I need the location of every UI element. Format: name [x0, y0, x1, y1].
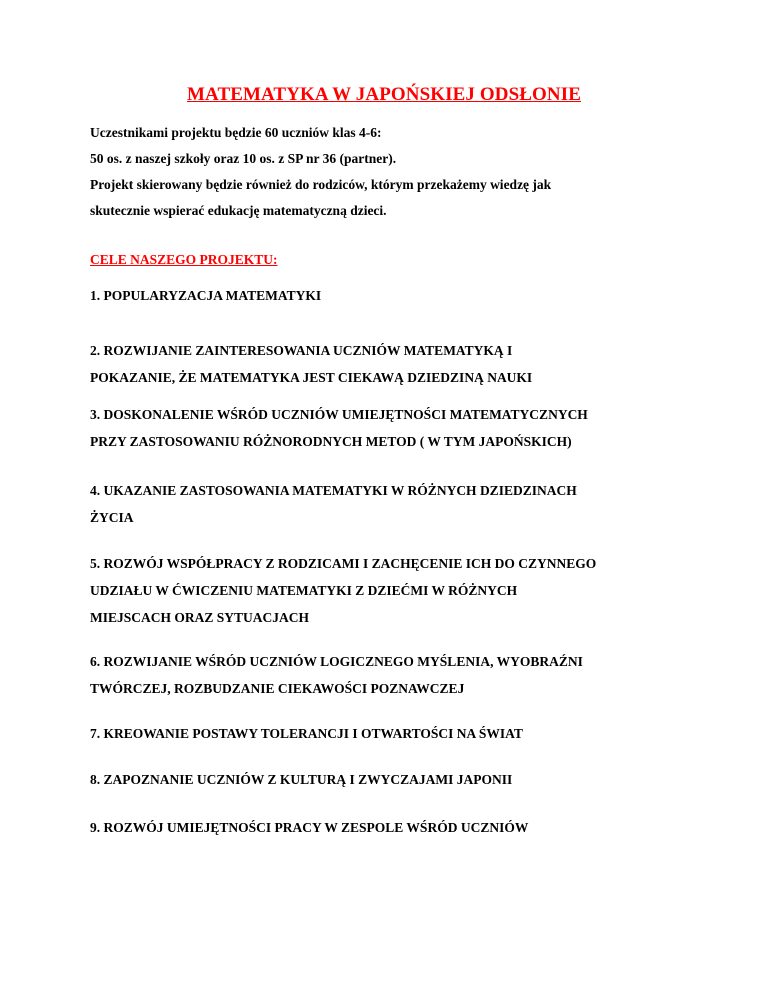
- goal-line: 2. ROZWIJANIE ZAINTERESOWANIA UCZNIÓW MATEMATYKĄ I: [90, 343, 513, 358]
- goal-line: PRZY ZASTOSOWANIU RÓŻNORODNYCH METOD ( W TYM JAPOŃSKICH): [90, 434, 572, 449]
- goal-item-1: [90, 282, 710, 309]
- goal-line: 5. ROZWÓJ WSPÓŁPRACY Z RODZICAMI I ZACHĘCENIE ICH DO CZYNNEGO: [90, 556, 597, 571]
- goal-line: 8. ZAPOZNANIE UCZNIÓW Z KULTURĄ I ZWYCZAJAMI JAPONII: [90, 772, 513, 787]
- goal-line: 7. KREOWANIE POSTAWY TOLERANCJI I OTWARTOŚCI NA ŚWIAT: [90, 726, 523, 741]
- intro-line: skutecznie wspierać edukację matematyczną dzieci.: [90, 203, 387, 218]
- goals-heading: CELE NASZEGO PROJEKTU:: [90, 252, 278, 267]
- goal-item-6: [90, 648, 710, 702]
- goal-line: POKAZANIE, ŻE MATEMATYKA JEST CIEKAWĄ DZIEDZINĄ NAUKI: [90, 370, 533, 385]
- goal-line: ŻYCIA: [90, 510, 134, 525]
- goal-item-2: [90, 337, 710, 391]
- goal-item-9: [90, 814, 710, 841]
- goal-line: 9. ROZWÓJ UMIEJĘTNOŚCI PRACY W ZESPOLE WŚRÓD UCZNIÓW: [90, 820, 529, 835]
- goal-line: 4. UKAZANIE ZASTOSOWANIA MATEMATYKI W RÓŻNYCH DZIEDZINACH: [90, 483, 577, 498]
- goal-line: TWÓRCZEJ, ROZBUDZANIE CIEKAWOŚCI POZNAWCZEJ: [90, 681, 465, 696]
- goal-item-5: [90, 550, 710, 631]
- goal-line: 1. POPULARYZACJA MATEMATYKI: [90, 288, 322, 303]
- goal-line: 3. DOSKONALENIE WŚRÓD UCZNIÓW UMIEJĘTNOŚCI MATEMATYCZNYCH: [90, 407, 588, 422]
- intro-paragraph: [90, 120, 710, 224]
- goal-line: 6. ROZWIJANIE WŚRÓD UCZNIÓW LOGICZNEGO MYŚLENIA, WYOBRAŹNI: [90, 654, 583, 669]
- goal-item-8: [90, 766, 710, 793]
- goal-line: UDZIAŁU W ĆWICZENIU MATEMATYKI Z DZIEĆMI W RÓŻNYCH: [90, 583, 518, 598]
- intro-line: Projekt skierowany będzie również do rodziców, którym przekażemy wiedzę jak: [90, 177, 552, 192]
- intro-line: 50 os. z naszej szkoły oraz 10 os. z SP nr 36 (partner).: [90, 151, 397, 166]
- goal-line: MIEJSCACH ORAZ SYTUACJACH: [90, 610, 310, 625]
- goal-item-7: [90, 720, 710, 747]
- goal-item-3: [90, 401, 710, 455]
- intro-line: Uczestnikami projektu będzie 60 uczniów klas 4-6:: [90, 125, 382, 140]
- goal-item-4: [90, 477, 710, 531]
- document-title: MATEMATYKA W JAPOŃSKIEJ ODSŁONIE: [187, 84, 581, 105]
